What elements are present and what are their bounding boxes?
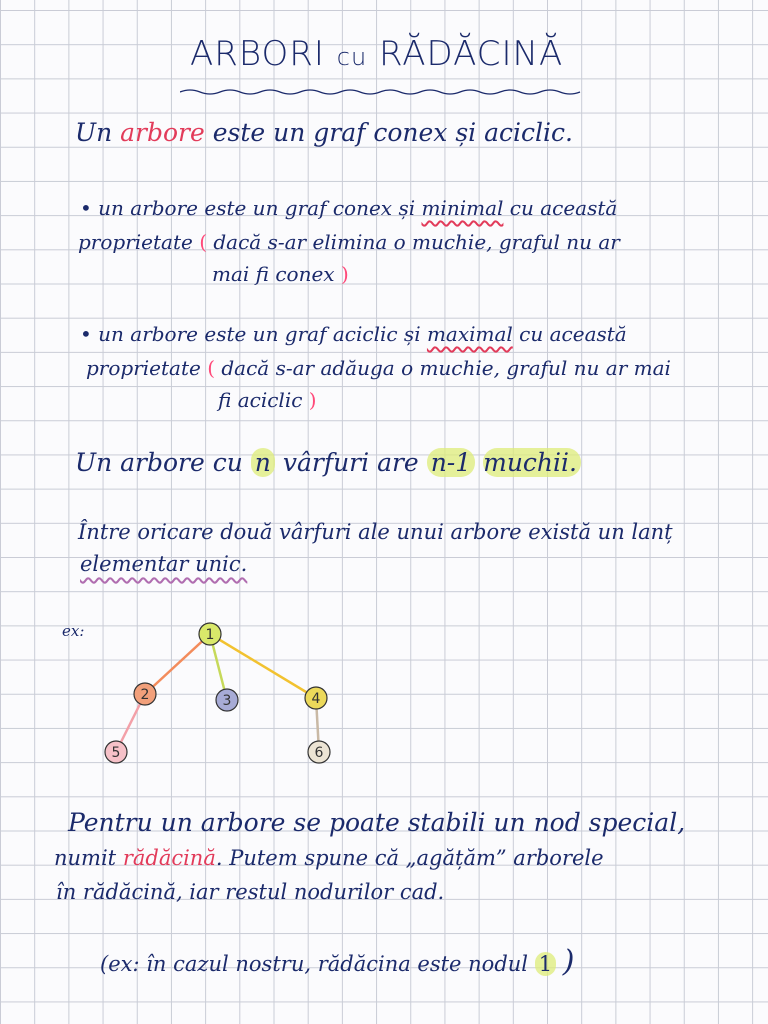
page-title [190,34,563,74]
definition-post: este un graf conex și aciclic. [212,118,573,147]
example-tree [90,610,360,780]
tree-node-4 [305,687,327,709]
definition-line [75,118,573,147]
bullet1-minimal: minimal [421,196,504,220]
edges-rule-n: n [251,448,275,477]
bullet1-line1-post: cu această [509,196,618,220]
title-part-2: cu [336,43,368,71]
bullet2-line1-post: cu această [519,322,627,346]
definition-highlight: arbore [120,118,205,147]
tree-edge-1-2 [145,634,210,694]
root-example [100,944,574,979]
edges-rule-n-minus-1: n-1 [427,448,475,477]
tree-node-6 [308,741,330,763]
root-para-line1-text: Pentru un arbore se poate stabili un nod special, [68,808,686,837]
tree-node-label-5: 5 [111,745,121,761]
root-example-pre: (ex: în cazul nostru, rădăcina este nodul [100,952,529,976]
bullet2-line3-text: fi aciclic [218,388,303,412]
root-para-line3 [56,880,444,904]
tree-node-label-2: 2 [140,687,150,703]
bullet2-close-paren: ) [308,388,317,412]
bullet1-line1-pre: • un arbore este un graf conex și [80,196,416,220]
tree-nodes [105,623,330,763]
definition-pre: Un [75,118,113,147]
root-para-line2 [54,846,604,870]
title-underline [180,88,585,96]
tree-node-label-4: 4 [311,691,321,707]
tree-node-label-6: 6 [314,745,324,761]
bullet2-line1 [80,322,627,346]
edges-rule [75,448,581,477]
root-example-node: 1 [535,952,556,976]
edges-rule-pre: Un arbore cu [75,448,243,477]
bullet1-line1 [80,196,617,220]
title-part-1: ARBORI [190,34,325,74]
tree-edge-1-4 [210,634,316,698]
root-para-line2-post: . Putem spune că „agățăm” arborele [215,846,604,870]
tree-node-1 [199,623,221,645]
bullet2-line3 [218,388,317,412]
path-rule-line2 [80,552,247,576]
edges-rule-mid: vârfuri are [282,448,419,477]
bullet1-open-paren: ( [199,230,208,254]
path-rule-line1 [78,520,673,544]
bullet1-line2-pre: proprietate [78,230,193,254]
root-para-line2-pre: numit [54,846,117,870]
root-example-post: ) [562,944,575,979]
title-part-3: RĂDĂCINĂ [379,34,564,74]
bullet2-line2 [86,356,671,380]
bullet1-line2 [78,230,620,254]
tree-node-label-1: 1 [205,627,215,643]
edges-rule-post: muchii. [483,448,581,477]
tree-node-label-3: 3 [222,693,232,709]
path-rule-line2-text: elementar unic. [80,552,248,576]
root-para-line1 [68,808,685,837]
bullet2-line1-pre: • un arbore este un graf aciclic și [80,322,421,346]
bullet1-line3 [212,262,349,286]
example-label: ex: [62,622,85,640]
tree-node-2 [134,683,156,705]
bullet2-open-paren: ( [207,356,216,380]
tree-node-3 [216,689,238,711]
bullet2-maximal: maximal [426,322,513,346]
tree-node-5 [105,741,127,763]
bullet2-line2-post: dacă s-ar adăuga o muchie, graful nu ar mai [221,356,671,380]
root-para-rădăcină: rădăcină [122,846,216,870]
bullet1-line3-text: mai fi conex [212,262,335,286]
bullet2-line2-pre: proprietate [86,356,201,380]
path-rule-line1-text: Între oricare două vârfuri ale unui arbore există un lanț [78,520,673,544]
bullet1-close-paren: ) [340,262,349,286]
root-para-line3-text: în rădăcină, iar restul nodurilor cad. [56,880,445,904]
bullet1-line2-post: dacă s-ar elimina o muchie, graful nu ar [213,230,620,254]
